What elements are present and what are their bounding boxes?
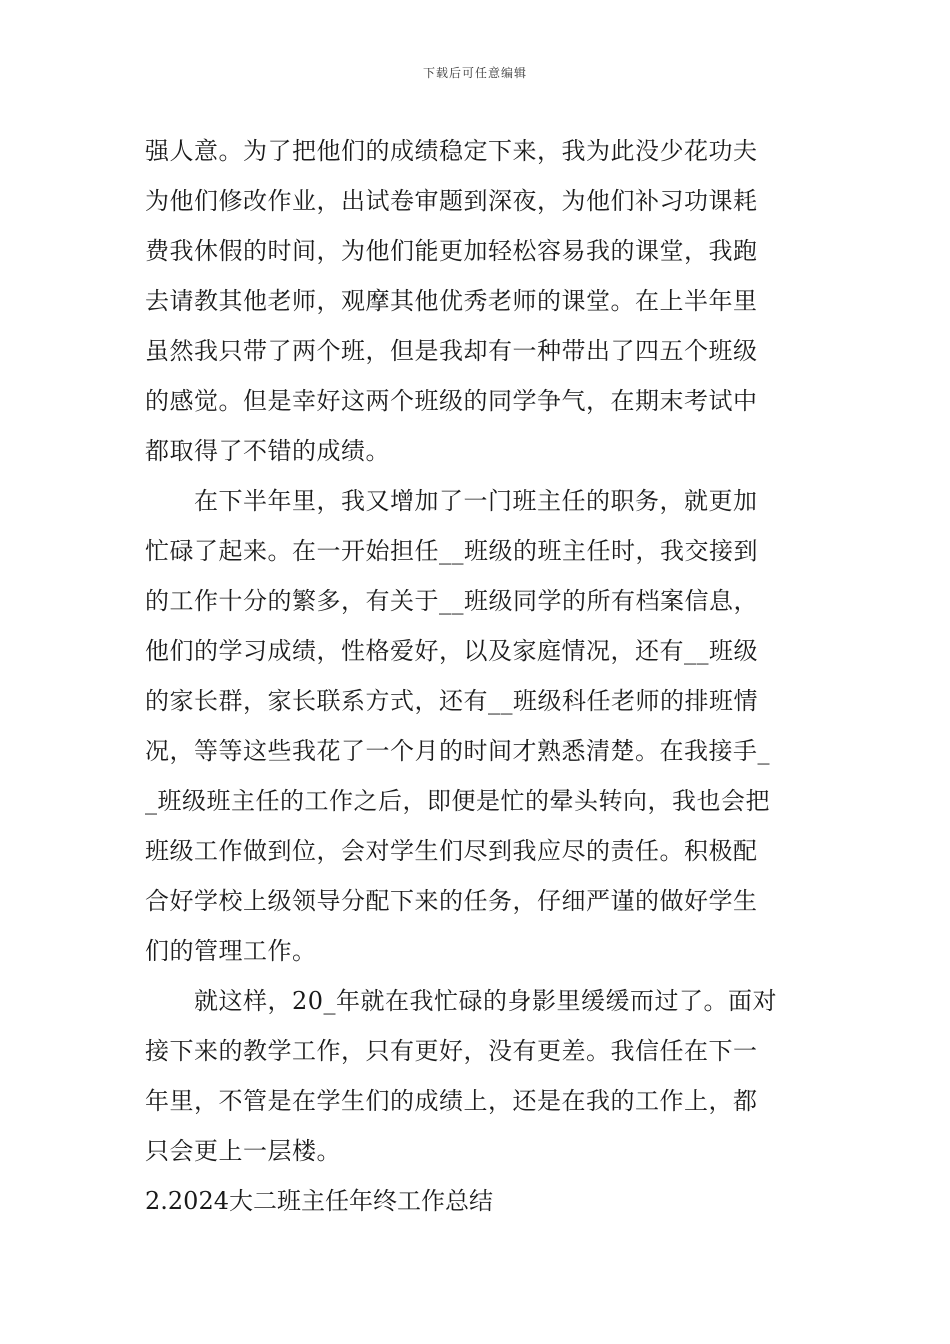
- text-line: 都取得了不错的成绩。: [145, 437, 390, 465]
- document-body: [145, 126, 810, 1226]
- paragraph-1: [145, 126, 810, 476]
- text-line: 强人意。为了把他们的成绩稳定下来，我为此没少花功夫: [145, 137, 758, 165]
- text-line: 的感觉。但是幸好这两个班级的同学争气，在期末考试中: [145, 387, 758, 415]
- text-line: 况，等等这些我花了一个月的时间才熟悉清楚。在我接手_: [145, 737, 770, 765]
- paragraph-3: [145, 976, 810, 1176]
- text-line: _班级班主任的工作之后，即便是忙的晕头转向，我也会把: [145, 787, 770, 815]
- text-line: 就这样，20_年就在我忙碌的身影里缓缓而过了。面对: [145, 987, 778, 1015]
- text-line: 忙碌了起来。在一开始担任__班级的班主任时，我交接到: [145, 537, 758, 565]
- text-line: 班级工作做到位，会对学生们尽到我应尽的责任。积极配: [145, 837, 758, 865]
- text-line: 只会更上一层楼。: [145, 1137, 341, 1165]
- header-note: 下载后可任意编辑: [422, 66, 527, 80]
- text-line: 为他们修改作业，出试卷审题到深夜，为他们补习功课耗: [145, 187, 758, 215]
- text-line: 费我休假的时间，为他们能更加轻松容易我的课堂，我跑: [145, 237, 758, 265]
- text-line: 接下来的教学工作，只有更好，没有更差。我信任在下一: [145, 1037, 758, 1065]
- text-line: 他们的学习成绩，性格爱好，以及家庭情况，还有__班级: [145, 637, 758, 665]
- paragraph-2: [145, 476, 810, 976]
- section-heading: 2.2024大二班主任年终工作总结: [145, 1187, 493, 1215]
- text-line: 虽然我只带了两个班，但是我却有一种带出了四五个班级: [145, 337, 758, 365]
- text-line: 年里，不管是在学生们的成绩上，还是在我的工作上，都: [145, 1087, 758, 1115]
- text-line: 在下半年里，我又增加了一门班主任的职务，就更加: [145, 487, 758, 515]
- text-line: 的工作十分的繁多，有关于__班级同学的所有档案信息，: [145, 587, 758, 615]
- text-line: 合好学校上级领导分配下来的任务，仔细严谨的做好学生: [145, 887, 758, 915]
- text-line: 去请教其他老师，观摩其他优秀老师的课堂。在上半年里: [145, 287, 758, 315]
- text-line: 们的管理工作。: [145, 937, 317, 965]
- text-line: 的家长群，家长联系方式，还有__班级科任老师的排班情: [145, 687, 758, 715]
